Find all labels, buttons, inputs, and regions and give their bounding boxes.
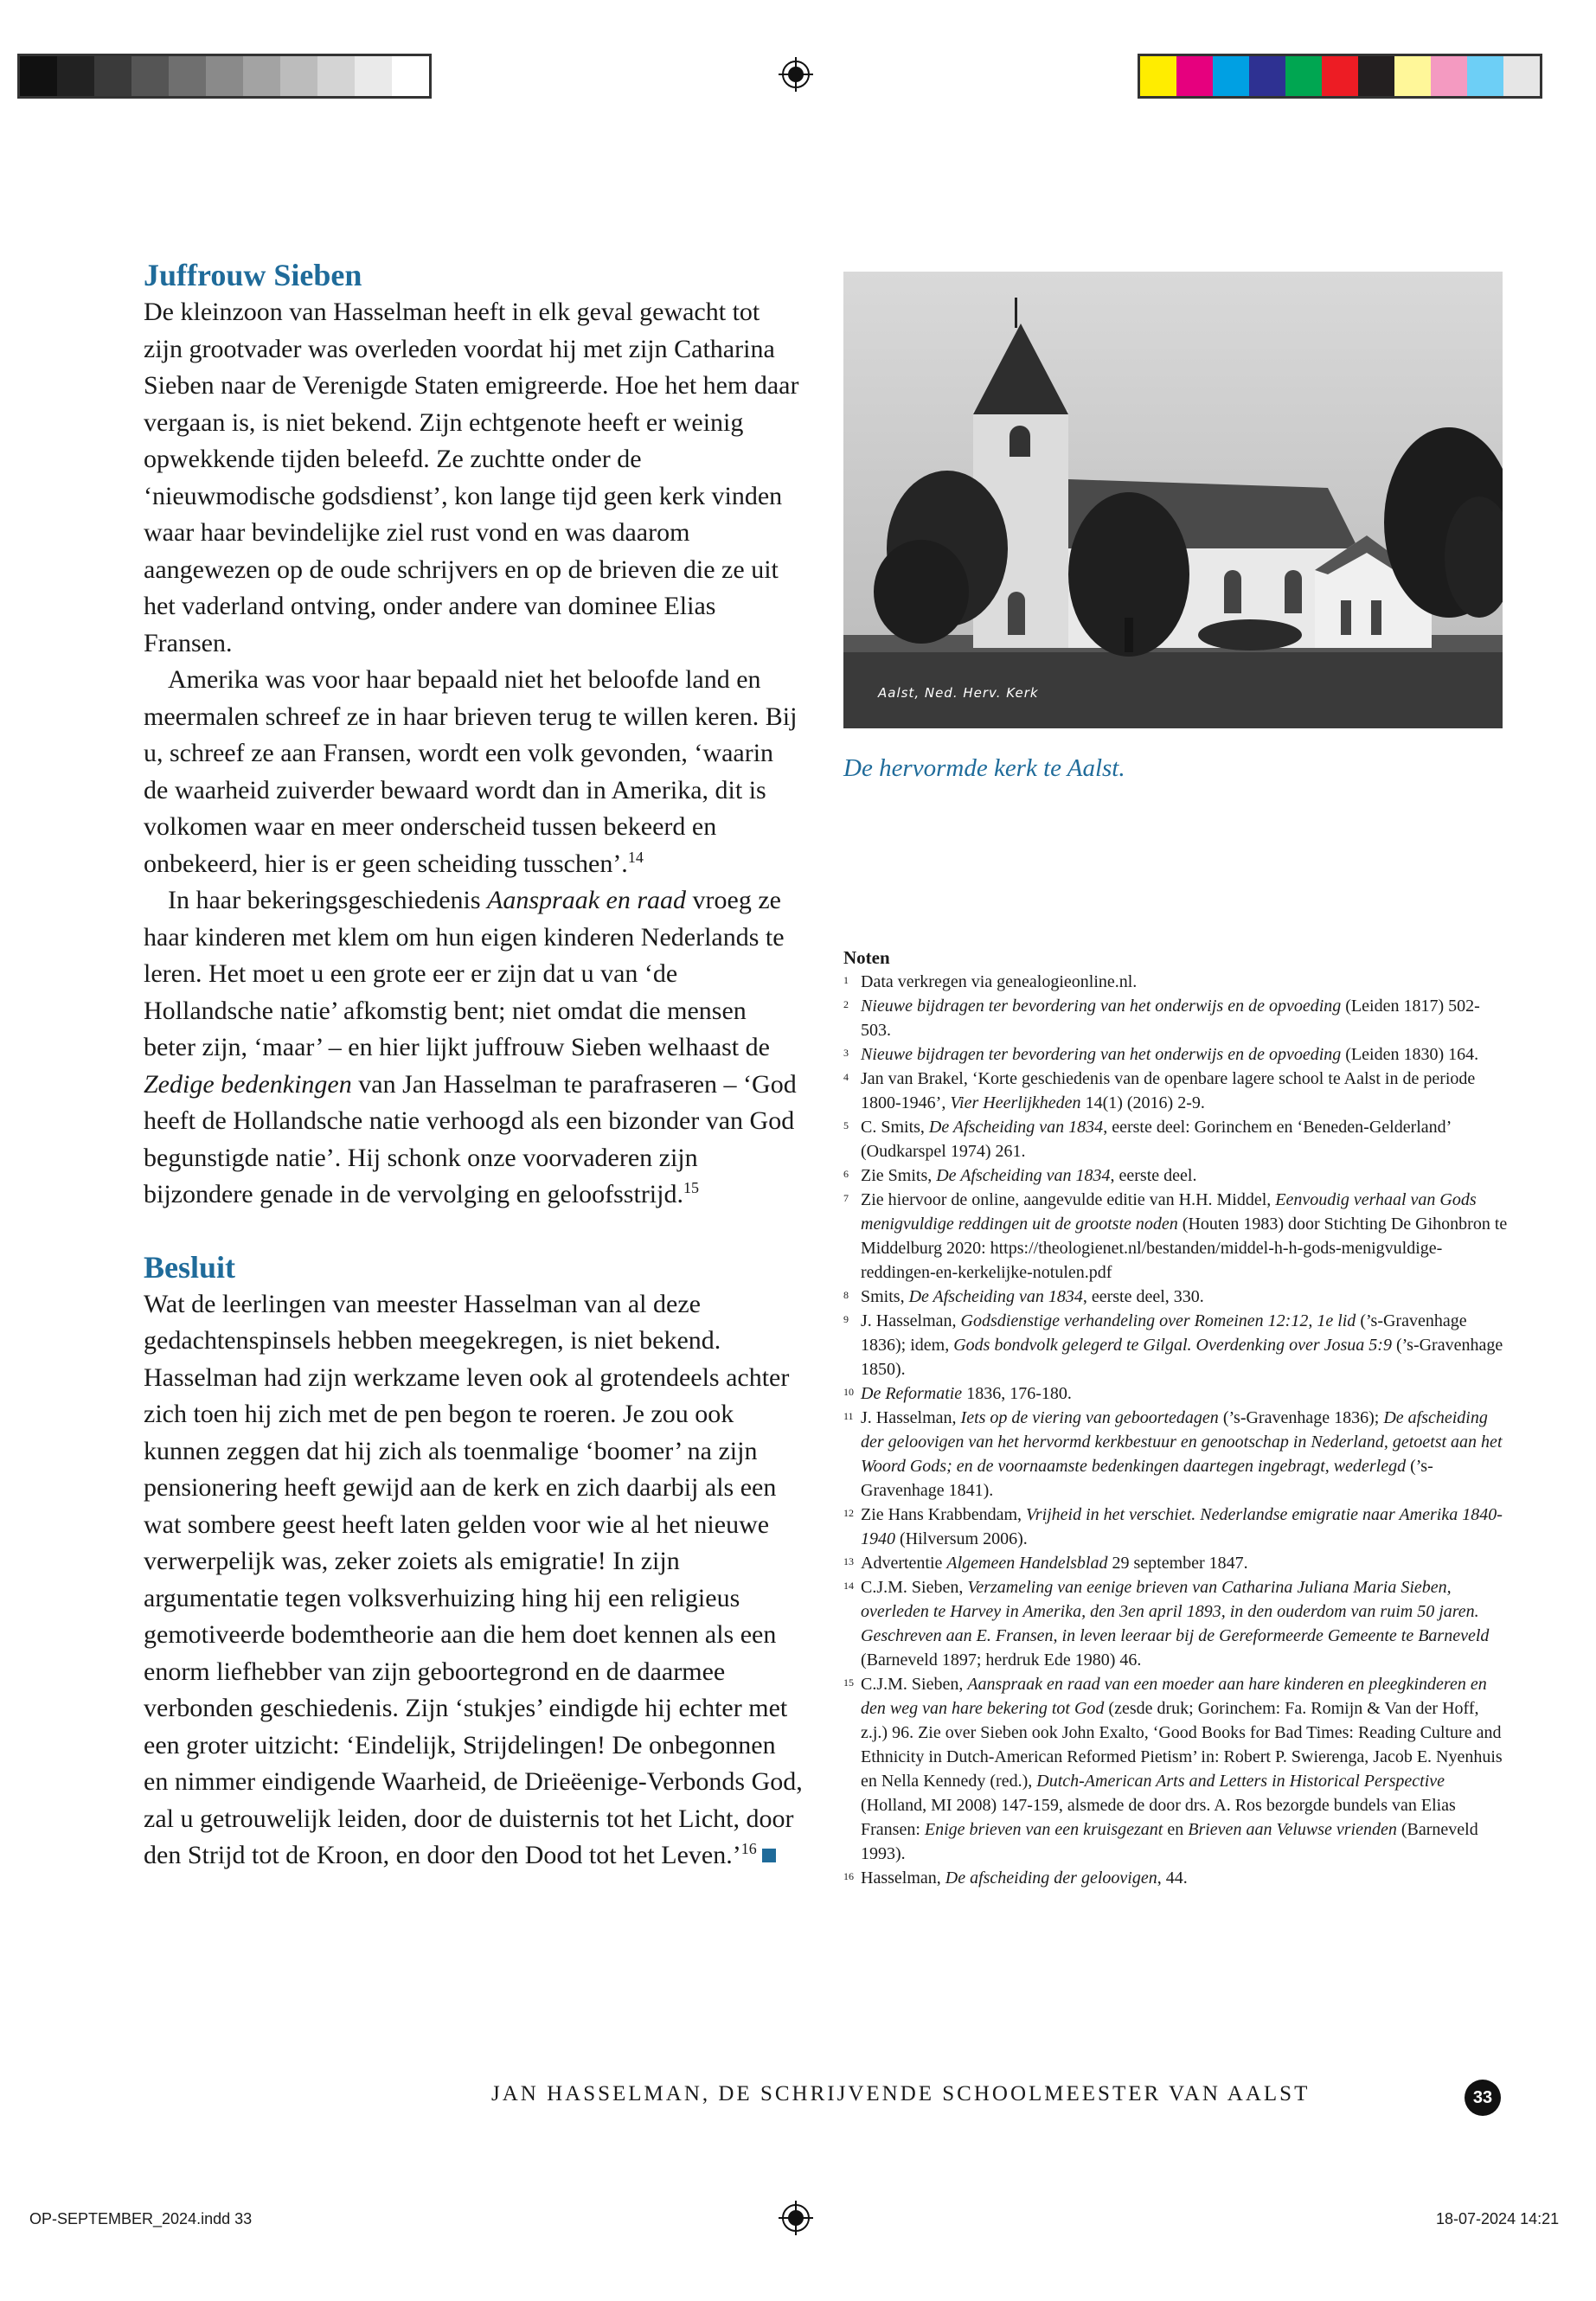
section-body-juffrouw-sieben xyxy=(144,294,804,1214)
gray-swatch xyxy=(206,56,243,96)
footnote: 8 Smits, De Afscheiding van 1834, eerste deel, 330. xyxy=(843,1287,1204,1306)
registration-mark-icon xyxy=(779,2201,813,2235)
color-swatch xyxy=(1285,56,1322,96)
footnote-ref: 16 xyxy=(740,1840,757,1857)
notes-title: Noten xyxy=(843,947,890,968)
gray-swatch xyxy=(94,56,131,96)
photo-inner-caption: Aalst, Ned. Herv. Kerk xyxy=(878,685,1039,701)
footnote: 12 Zie Hans Krabbendam, Vrijheid in het verschiet. Nederlandse emigratie naar Amerika 1840-1940 (Hilversum 2006). xyxy=(843,1505,1503,1548)
gray-swatch xyxy=(317,56,355,96)
footnote: 14 C.J.M. Sieben, Verzameling van eenige brieven van Catharina Juliana Maria Sieben, overleden te Harvey in Amerika, den 3en april 1893, in den ouderdom van ruim 50 jaren. Geschreven aan E. Fransen, in leven leeraar bij de Gereformeerde Gemeente te Barneveld (Barneveld 1897; herdruk Ede 1980) 46. xyxy=(843,1578,1490,1670)
gray-swatch xyxy=(57,56,94,96)
paragraph: Amerika was voor haar bepaald niet het beloofde land en meermalen schreef ze in haar brieven terug te willen keren. Bij u, schreef ze aan Fransen, wordt een volk gevonden, ‘waarin de waarheid zuiverder bewaard wordt dan in Amerika, dit is volkomen waar en meer onderscheid tussen bekeerd en onbekeerd, hier is er geen scheiding tusschen’.$^{14}$ xyxy=(144,665,798,878)
church-photo xyxy=(843,272,1503,728)
photo-caption: De hervormde kerk te Aalst. xyxy=(843,754,1125,782)
gray-swatch xyxy=(131,56,169,96)
footnote: 7 Zie hiervoor de online, aangevulde editie van H.H. Middel, Eenvoudig verhaal van Gods menigvuldige reddingen uit de grootste noden (Houten 1983) door Stichting De Gihonbron te Middelburg 2020: https://theologienet.nl/bestanden/middel-h-h-gods-menigvuldige-reddingen-en-kerkelijke-notulen.pdf xyxy=(843,1190,1508,1282)
color-swatch xyxy=(1213,56,1249,96)
section-heading-besluit: Besluit xyxy=(144,1249,236,1285)
article-column xyxy=(144,256,804,1875)
paragraph: In haar bekeringsgeschiedenis Aanspraak en raad vroeg ze haar kinderen met klem om hun eigen kinderen Nederlands te leren. Het moet u een grote eer er zijn dat u van ‘de Hollandsche natie’ afkomstig bent; niet omdat die mensen beter zijn, ‘maar’ – en hier lijkt juffrouw Sieben welhaast de Zedige bedenkingen van Jan Hasselman te parafraseren – ‘God heeft de Hollandsche natie verhoogd als een bizonder van God begunstigde natie’. Hij schonk onze voorvaderen zijn bijzondere genade in de vervolging en geloofsstrijd.$^{15}$ xyxy=(144,886,797,1208)
slug-date-info: 18-07-2024 14:21 xyxy=(1436,2210,1560,2227)
gray-swatch xyxy=(243,56,280,96)
gray-swatch xyxy=(20,56,57,96)
section-body-besluit xyxy=(144,1286,804,1875)
footnote: 4 Jan van Brakel, ‘Korte geschiedenis van de openbare lagere school te Aalst in de periode 1800-1946’, Vier Heerlijkheden 14(1) (2016) 2-9. xyxy=(843,1069,1476,1112)
footnote: 3 Nieuwe bijdragen ter bevordering van het onderwijs en de opvoeding (Leiden 1830) 164. xyxy=(843,1045,1479,1064)
footnote-ref: 14 xyxy=(627,848,644,866)
end-of-article-square-icon xyxy=(762,1849,776,1862)
paragraph: Wat de leerlingen van meester Hasselman van al deze gedachtenspinsels hebben meegekregen, is niet bekend. Hasselman had zijn werkzame leven ook al grotendeels achter zich toen hij zich met de pen begon te roeren. Je zou ook kunnen zeggen dat hij zich als toenmalige ‘boomer’ na zijn pensionering heeft gewijd aan de kerk en zich daarbij als een wat sombere geest heeft laten gelden voor wie al het nieuwe verwerpelijk was, zeker zoiets als emigratie! In zijn argumentatie tegen volksverhuizing hing hij een religieus gemotiveerde bodemtheorie aan die hem doet kennen als een enorm liefhebber van zijn geboortegrond en de daarmee verbonden geschiedenis. Zijn ‘stukjes’ eindigde hij echter met een groter uitzicht: ‘Eindelijk, Strijdelingen! De onbegonnen en nimmer eindigende Waarheid, de Drieëenige-Verbonds God, zal u getrouwelijk leiden, door de duisternis tot het Licht, door den Strijd tot de Kroon, en door den Dood tot het Leven.’$^{16}$ xyxy=(144,1289,803,1869)
footnote: 5 C. Smits, De Afscheiding van 1834, eerste deel: Gorinchem en ‘Beneden-Gelderland’ (Oudkarspel 1974) 261. xyxy=(843,1118,1451,1161)
footnote: 9 J. Hasselman, Godsdienstige verhandeling over Romeinen 12:12, 1e lid (’s-Gravenhage 1836); idem, Gods bondvolk gelegerd te Gilgal. Overdenking over Josua 5:9 (’s-Gravenhage 1850). xyxy=(843,1311,1503,1379)
footnote: 11 J. Hasselman, Iets op de viering van geboortedagen (’s-Gravenhage 1836); De afscheiding der geloovigen van het hervormd kerkbestuur en genootschap in Nederland, getoetst aan het Woord Gods; en de voornaamste bedenkingen daartegen ingebragt, wederlegd (’s-Gravenhage 1841). xyxy=(843,1408,1503,1500)
color-swatch xyxy=(1176,56,1213,96)
gray-swatch xyxy=(169,56,206,96)
color-swatch xyxy=(1503,56,1540,96)
color-swatch xyxy=(1358,56,1394,96)
footnote-ref: 15 xyxy=(683,1179,699,1196)
color-swatch xyxy=(1249,56,1285,96)
footnote: 15 C.J.M. Sieben, Aanspraak en raad van een moeder aan hare kinderen en pleegkinderen en den weg van hare bekering tot God (zesde druk; Gorinchem: Fa. Romijn & Van der Hoff, z.j.) 96. Zie over Sieben ook John Exalto, ‘Good Books for Bad Times: Reading Culture and Ethnicity in Dutch-American Reformed Pietism’ in: Robert P. Swierenga, Jacob E. Nyenhuis en Nella Kennedy (red.), Dutch-American Arts and Letters in Historical Perspective (Holland, MI 2008) 147-159, alsmede de door drs. A. Ros bezorgde bundels van Elias Fransen: Enige brieven van een kruisgezant en Brieven aan Veluwse vrienden (Barneveld 1993). xyxy=(843,1675,1503,1863)
color-swatch xyxy=(1140,56,1176,96)
page-number: 33 xyxy=(1465,2080,1501,2116)
registration-mark-icon xyxy=(779,57,813,92)
footnote: 1 Data verkregen via genealogieonline.nl. xyxy=(843,972,1138,991)
grayscale-calibration-bar xyxy=(17,54,432,99)
footnote: 13 Advertentie Algemeen Handelsblad 29 september 1847. xyxy=(843,1554,1248,1573)
paragraph: De kleinzoon van Hasselman heeft in elk geval gewacht tot zijn grootvader was overleden voordat hij met zijn Catharina Sieben naar de Verenigde Staten emigreerde. Hoe het hem daar vergaan is, is niet bekend. Zijn echtgenote heeft er weinig opwekkende tijden beleefd. Ze zuchtte onder de ‘nieuwmodische godsdienst’, kon lange tijd geen kerk vinden waar haar bevindelijke ziel rust vond en was daarom aangewezen op de oude schrijvers en op de brieven die ze uit het vaderland ontving, onder andere van dominee Elias Fransen. xyxy=(144,298,799,657)
footnotes xyxy=(843,945,1509,1890)
slug-file-info: OP-SEPTEMBER_2024.indd 33 xyxy=(29,2210,253,2227)
footnote: 6 Zie Smits, De Afscheiding van 1834, eerste deel. xyxy=(843,1166,1197,1185)
footnote: 2 Nieuwe bijdragen ter bevordering van het onderwijs en de opvoeding (Leiden 1817) 502-503. xyxy=(843,997,1480,1040)
gray-swatch xyxy=(355,56,392,96)
color-calibration-bar xyxy=(1138,54,1542,99)
section-heading-juffrouw-sieben: Juffrouw Sieben xyxy=(144,258,362,292)
color-swatch xyxy=(1394,56,1431,96)
church-illustration xyxy=(843,272,1503,728)
color-swatch xyxy=(1431,56,1467,96)
footnote: 16 Hasselman, De afscheiding der geloovigen, 44. xyxy=(843,1868,1188,1888)
color-swatch xyxy=(1322,56,1358,96)
footnote: 10 De Reformatie 1836, 176-180. xyxy=(843,1384,1072,1403)
gray-swatch xyxy=(280,56,317,96)
gray-swatch xyxy=(392,56,429,96)
color-swatch xyxy=(1467,56,1503,96)
running-title: JAN HASSELMAN, DE SCHRIJVENDE SCHOOLMEESTER VAN AALST xyxy=(491,2082,1311,2106)
